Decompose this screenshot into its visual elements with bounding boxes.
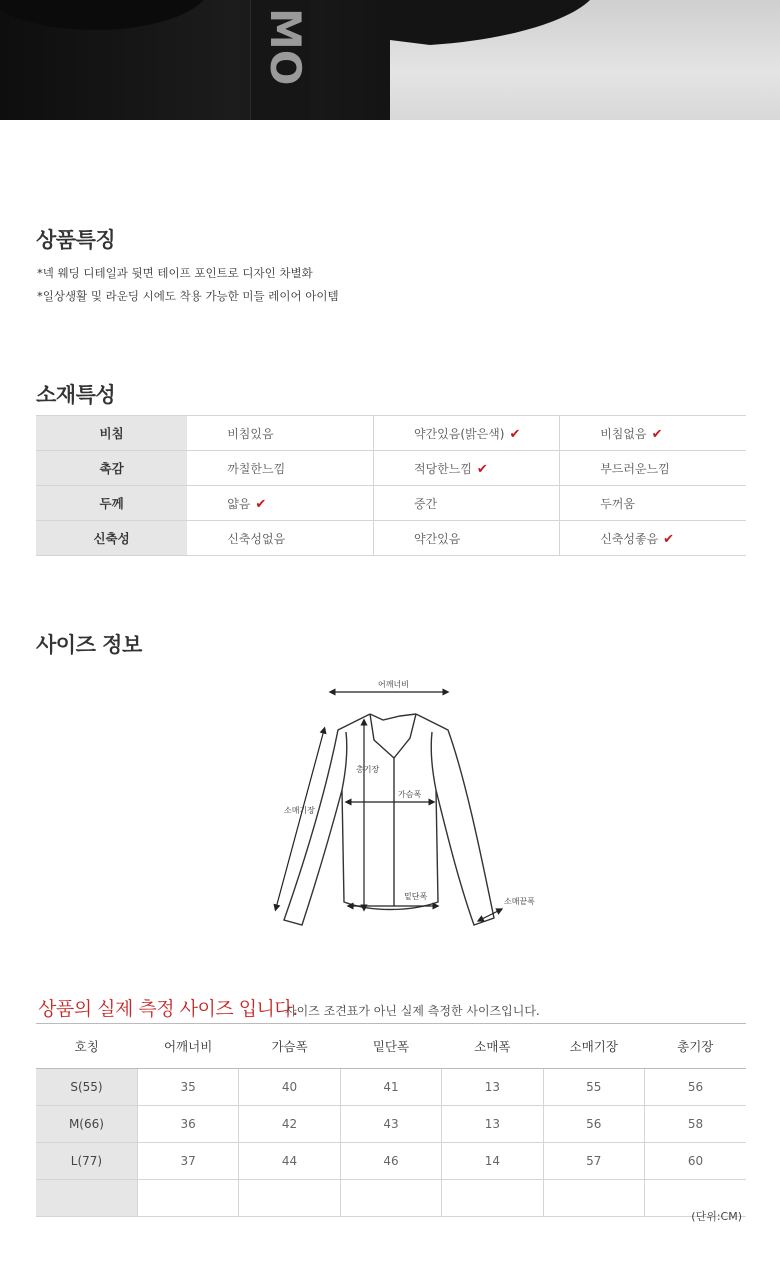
option-cell: 신축성없음 [187,521,373,556]
table-cell: 43 [340,1106,441,1143]
table-row [36,521,746,556]
label-shoulder: 어깨너비 [378,680,409,689]
col-header: 소매폭 [442,1024,543,1069]
check-icon: ✔ [663,531,675,547]
product-photo [0,0,780,120]
check-icon: ✔ [651,426,663,442]
option-cell: 중간 [373,486,559,521]
option-cell: 까칠한느낌 [187,451,373,486]
material-table [36,415,746,556]
table-cell: 55 [543,1069,644,1106]
col-header: 밑단폭 [340,1024,441,1069]
table-row [36,1180,746,1217]
table-cell: 42 [239,1106,340,1143]
col-header: 총기장 [645,1024,746,1069]
table-cell [239,1180,340,1217]
table-cell [543,1180,644,1217]
jacket-size-diagram [260,670,550,940]
table-cell: 40 [239,1069,340,1106]
option-cell: 얇음 ✔ [187,486,373,521]
option-cell: 비침있음 [187,416,373,451]
label-sleeve-length: 소매기장 [284,806,315,815]
table-cell: 57 [543,1143,644,1180]
feature-bullet: *넥 웨딩 디테일과 뒷면 테이프 포인트로 디자인 차별화 [37,266,313,280]
jacket-outline [284,714,494,925]
row-header: 두께 [36,486,187,521]
table-row [36,451,746,486]
table-cell: 56 [543,1106,644,1143]
label-hem: 밑단폭 [404,892,428,901]
option-cell: 부드러운느낌 [560,451,746,486]
row-header: 비침 [36,416,187,451]
table-row [36,1069,746,1106]
back-tape-logo [255,0,310,120]
table-cell: 60 [645,1143,746,1180]
table-cell: 58 [645,1106,746,1143]
label-total-length: 총기장 [356,765,380,774]
col-header: 호칭 [36,1024,137,1069]
table-row [36,1106,746,1143]
unit-note: (단위:CM) [691,1210,742,1223]
table-cell: 46 [340,1143,441,1180]
table-cell: 41 [340,1069,441,1106]
table-cell: 44 [239,1143,340,1180]
photo-detail-left [0,0,390,120]
col-header: 소매기장 [543,1024,644,1069]
size-table-title: 상품의 실제 측정 사이즈 입니다. [38,998,298,1020]
table-row [36,416,746,451]
features-title: 상품특징 [36,228,116,252]
option-cell: 두꺼움 [560,486,746,521]
col-header: 어깨너비 [137,1024,238,1069]
label-cuff: 소매끝폭 [504,897,535,906]
size-label: S(55) [36,1069,137,1106]
table-cell [137,1180,238,1217]
header-row [36,1024,746,1069]
option-cell: 약간있음(밝은색) ✔ [373,416,559,451]
table-cell: 35 [137,1069,238,1106]
check-icon: ✔ [476,461,488,477]
check-icon: ✔ [255,496,267,512]
row-header: 신축성 [36,521,187,556]
row-header: 촉감 [36,451,187,486]
size-info-title: 사이즈 정보 [36,633,142,657]
photo-detail-right [390,0,780,120]
label-chest: 가슴폭 [398,790,422,799]
table-row [36,1143,746,1180]
table-cell: 56 [645,1069,746,1106]
table-cell [442,1180,543,1217]
table-cell: 14 [442,1143,543,1180]
table-cell: 13 [442,1069,543,1106]
table-cell: 36 [137,1106,238,1143]
table-cell [340,1180,441,1217]
option-cell: 적당한느낌 ✔ [373,451,559,486]
size-label: L(77) [36,1143,137,1180]
svg-text:MO: MO [261,8,310,86]
option-cell: 비침없음 ✔ [560,416,746,451]
size-table-subtitle: 사이즈 조견표가 아닌 실제 측정한 사이즈입니다. [285,1004,540,1018]
cuff-arrow [480,910,500,920]
table-row [36,486,746,521]
table-cell: 37 [137,1143,238,1180]
size-table [36,1023,746,1217]
material-title: 소재특성 [36,383,116,407]
size-label: M(66) [36,1106,137,1143]
feature-bullet: *일상생활 및 라운딩 시에도 착용 가능한 미들 레이어 아이템 [37,289,339,303]
check-icon: ✔ [509,426,521,442]
size-label [36,1180,137,1217]
option-cell: 약간있음 [373,521,559,556]
col-header: 가슴폭 [239,1024,340,1069]
table-cell: 13 [442,1106,543,1143]
option-cell: 신축성좋음 ✔ [560,521,746,556]
